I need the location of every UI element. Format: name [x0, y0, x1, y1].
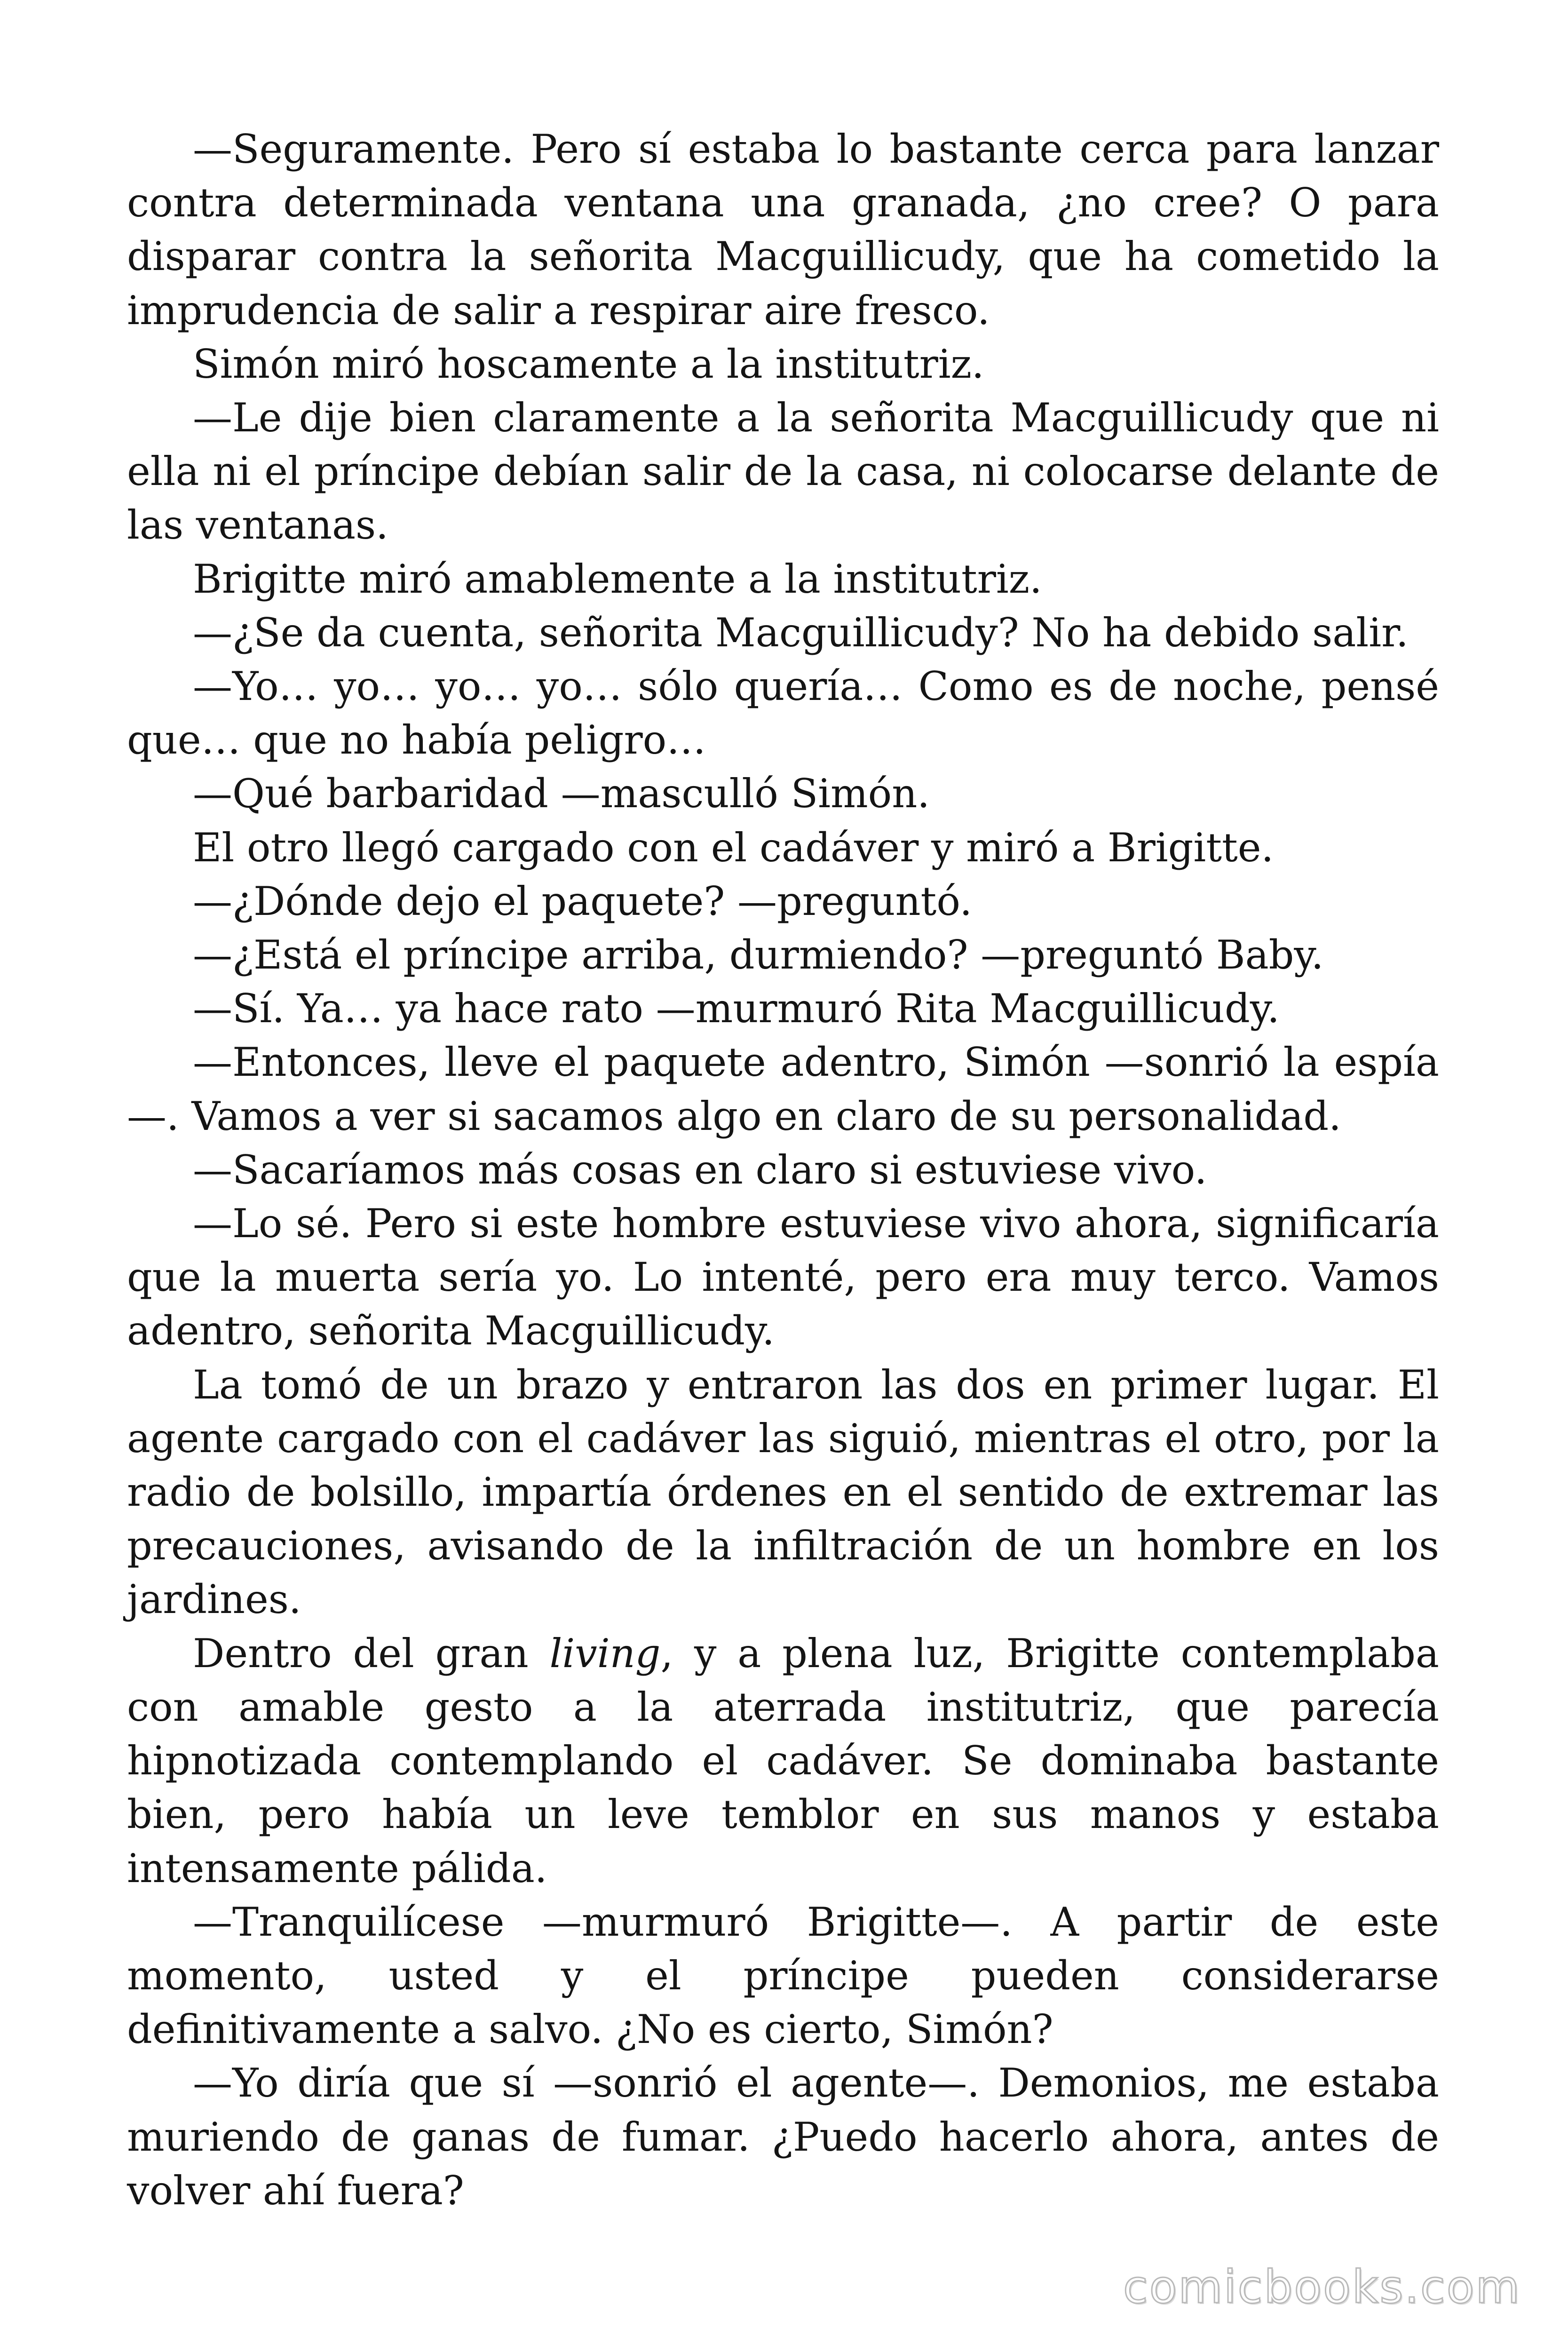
- paragraph: —Seguramente. Pero sí estaba lo bastante cerca para lanzar contra determinada ventana una granada, ¿no cree? O para disparar contra la señorita Macguillicudy, que ha cometido la imprudencia de salir a respirar aire fresco.: [127, 126, 1439, 334]
- paragraph: —Lo sé. Pero si este hombre estuviese vivo ahora, significaría que la muerta sería yo. Lo intenté, pero era muy terco. Vamos adentro, señorita Macguillicudy.: [127, 1200, 1439, 1354]
- paragraph: —Entonces, lleve el paquete adentro, Simón —sonrió la espía—. Vamos a ver si sacamos algo en claro de su personalidad.: [127, 1039, 1439, 1139]
- paragraph: —Le dije bien claramente a la señorita Macguillicudy que ni ella ni el príncipe debían salir de la casa, ni colocarse delante de las ventanas.: [127, 395, 1439, 548]
- paragraph: La tomó de un brazo y entraron las dos en primer lugar. El agente cargado con el cadáver las siguió, mientras el otro, por la radio de bolsillo, impartía órdenes en el sentido de extremar las precauciones, avisando de la infiltración de un hombre en los jardines.: [127, 1361, 1439, 1623]
- paragraph: —Sacaríamos más cosas en claro si estuviese vivo.: [193, 1146, 1207, 1193]
- paragraph: —Sí. Ya… ya hace rato —murmuró Rita Macguillicudy.: [193, 985, 1280, 1032]
- paragraph-text: Dentro del gran: [193, 1630, 550, 1677]
- paragraph: Brigitte miró amablemente a la institutriz.: [193, 556, 1042, 602]
- paragraph-text: , y a plena luz, Brigitte contemplaba con amable gesto a la aterrada institutriz, que parecía hipnotizada contemplando el cadáver. Se dominaba bastante bien, pero había un leve temblor en sus manos y estaba intensamente pálida.: [127, 1630, 1440, 1891]
- paragraph: —Yo diría que sí —sonrió el agente—. Demonios, me estaba muriendo de ganas de fumar. ¿Puedo hacerlo ahora, antes de volver ahí fuera?: [127, 2060, 1439, 2214]
- paragraph: [127, 1627, 1439, 1895]
- paragraph: —¿Dónde dejo el paquete? —preguntó.: [193, 878, 973, 924]
- paragraph: —Qué barbaridad —masculló Simón.: [193, 771, 930, 817]
- italic-word: living: [549, 1630, 661, 1677]
- watermark-logo: comicbooks.com: [1123, 2261, 1521, 2313]
- page-body: [127, 122, 1439, 2217]
- paragraph: —¿Está el príncipe arriba, durmiendo? —preguntó Baby.: [193, 932, 1324, 978]
- paragraph: El otro llegó cargado con el cadáver y miró a Brigitte.: [193, 824, 1274, 871]
- paragraph: —Yo… yo… yo… yo… sólo quería… Como es de noche, pensé que… que no había peligro…: [127, 663, 1439, 763]
- paragraph: Simón miró hoscamente a la institutriz.: [193, 341, 984, 387]
- paragraph: —Tranquilícese —murmuró Brigitte—. A partir de este momento, usted y el príncipe pueden considerarse definitivamente a salvo. ¿No es cierto, Simón?: [127, 1899, 1439, 2053]
- paragraph: —¿Se da cuenta, señorita Macguillicudy? No ha debido salir.: [193, 609, 1409, 656]
